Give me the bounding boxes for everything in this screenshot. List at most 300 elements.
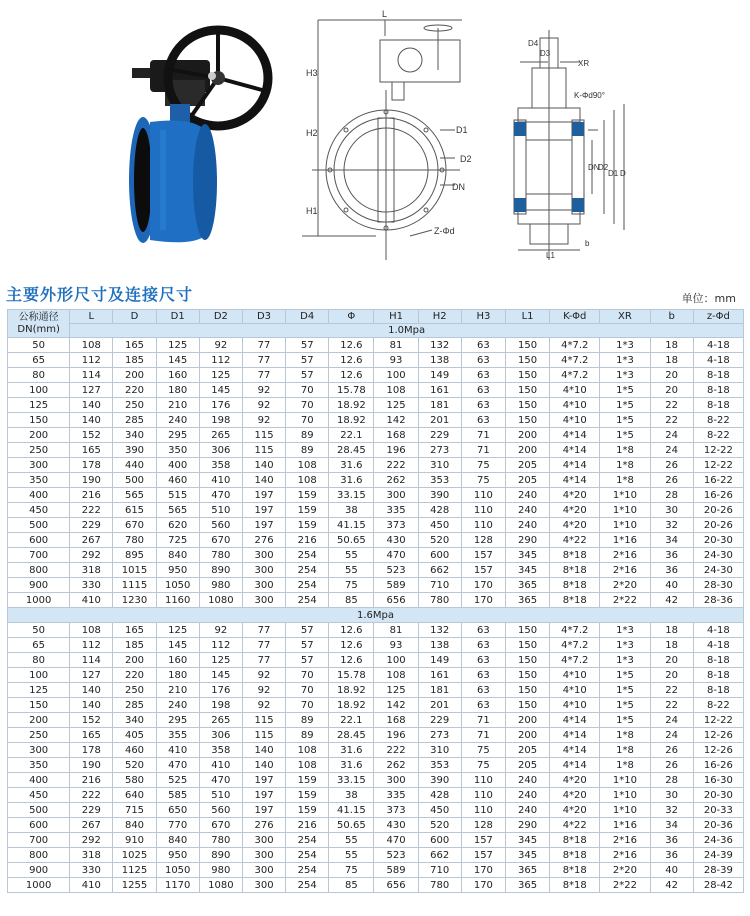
table-row <box>8 563 744 578</box>
dim-D4: D4 <box>528 39 539 48</box>
table-cell: 200 <box>8 428 70 443</box>
dim-DN-front: DN <box>452 182 465 192</box>
dim-XR: XR <box>578 59 590 68</box>
table-cell: 159 <box>286 503 329 518</box>
table-cell: 176 <box>199 683 242 698</box>
table-cell: 41.15 <box>329 803 374 818</box>
table-cell: 115 <box>242 428 285 443</box>
table-cell: 428 <box>418 503 461 518</box>
table-cell: 197 <box>242 518 285 533</box>
table-cell: 254 <box>286 578 329 593</box>
table-cell: 670 <box>199 533 242 548</box>
table-cell: 254 <box>286 563 329 578</box>
table-cell: 140 <box>70 413 113 428</box>
table-cell: 300 <box>374 773 418 788</box>
table-cell: 373 <box>374 803 418 818</box>
table-cell: 125 <box>8 398 70 413</box>
table-cell: 345 <box>505 548 549 563</box>
table-cell: 523 <box>374 848 418 863</box>
table-cell: 306 <box>199 728 242 743</box>
table-cell: 4*7.2 <box>550 638 600 653</box>
table-cell: 92 <box>199 623 242 638</box>
table-cell: 20-26 <box>693 503 743 518</box>
side-view-drawing <box>514 30 624 260</box>
table-cell: 216 <box>70 773 113 788</box>
table-cell: 197 <box>242 503 285 518</box>
table-cell: 890 <box>199 848 242 863</box>
table-cell: 400 <box>8 773 70 788</box>
table-cell: 12-26 <box>693 728 743 743</box>
table-cell: 125 <box>374 683 418 698</box>
table-cell: 523 <box>374 563 418 578</box>
table-cell: 160 <box>156 653 199 668</box>
table-cell: 75 <box>329 863 374 878</box>
table-cell: 92 <box>242 398 285 413</box>
table-cell: 157 <box>461 563 505 578</box>
table-cell: 980 <box>199 578 242 593</box>
table-cell: 30 <box>650 503 693 518</box>
table-cell: 1080 <box>199 593 242 608</box>
table-cell: 70 <box>286 383 329 398</box>
section-title: 主要外形尺寸及连接尺寸 <box>6 285 194 304</box>
table-cell: 780 <box>113 533 156 548</box>
table-cell: 4*20 <box>550 518 600 533</box>
column-header: D <box>113 310 156 324</box>
table-cell: 22.1 <box>329 428 374 443</box>
table-cell: 295 <box>156 713 199 728</box>
table-cell: 1*5 <box>600 413 650 428</box>
dim-D3: D3 <box>540 49 551 58</box>
table-cell: 229 <box>70 518 113 533</box>
table-cell: 140 <box>242 758 285 773</box>
table-cell: 1*10 <box>600 773 650 788</box>
table-cell: 2*20 <box>600 578 650 593</box>
table-cell: 1050 <box>156 863 199 878</box>
table-cell: 1*5 <box>600 698 650 713</box>
table-cell: 450 <box>8 503 70 518</box>
table-cell: 85 <box>329 593 374 608</box>
table-cell: 4*10 <box>550 683 600 698</box>
table-cell: 470 <box>374 833 418 848</box>
table-cell: 31.6 <box>329 758 374 773</box>
table-cell: 138 <box>418 353 461 368</box>
table-cell: 32 <box>650 803 693 818</box>
table-cell: 500 <box>113 473 156 488</box>
table-cell: 229 <box>70 803 113 818</box>
table-cell: 900 <box>8 578 70 593</box>
table-cell: 20 <box>650 383 693 398</box>
table-cell: 4*7.2 <box>550 653 600 668</box>
table-cell: 89 <box>286 428 329 443</box>
table-cell: 125 <box>156 338 199 353</box>
table-cell: 150 <box>505 653 549 668</box>
table-cell: 20-30 <box>693 788 743 803</box>
table-cell: 335 <box>374 503 418 518</box>
table-cell: 300 <box>8 743 70 758</box>
table-cell: 1*8 <box>600 443 650 458</box>
table-cell: 662 <box>418 563 461 578</box>
table-row <box>8 533 744 548</box>
table-cell: 1*8 <box>600 758 650 773</box>
table-cell: 36 <box>650 833 693 848</box>
table-cell: 75 <box>461 743 505 758</box>
table-cell: 4*22 <box>550 533 600 548</box>
table-cell: 240 <box>505 488 549 503</box>
table-cell: 345 <box>505 848 549 863</box>
table-cell: 31.6 <box>329 473 374 488</box>
table-cell: 700 <box>8 548 70 563</box>
table-cell: 335 <box>374 788 418 803</box>
table-cell: 205 <box>505 743 549 758</box>
table-cell: 840 <box>113 818 156 833</box>
table-cell: 895 <box>113 548 156 563</box>
table-row <box>8 338 744 353</box>
table-cell: 1*3 <box>600 338 650 353</box>
table-cell: 24 <box>650 728 693 743</box>
table-cell: 262 <box>374 758 418 773</box>
table-cell: 950 <box>156 563 199 578</box>
table-cell: 75 <box>461 758 505 773</box>
dim-D2-side: D2 <box>598 163 609 172</box>
table-cell: 63 <box>461 353 505 368</box>
table-cell: 600 <box>8 818 70 833</box>
table-cell: 127 <box>70 668 113 683</box>
table-cell: 4*7.2 <box>550 338 600 353</box>
table-cell: 8*18 <box>550 593 600 608</box>
table-cell: 1*3 <box>600 368 650 383</box>
table-row <box>8 743 744 758</box>
table-cell: 81 <box>374 623 418 638</box>
table-cell: 1000 <box>8 878 70 893</box>
table-cell: 306 <box>199 443 242 458</box>
pressure-section-row <box>8 608 744 623</box>
table-cell: 515 <box>156 488 199 503</box>
table-cell: 196 <box>374 728 418 743</box>
table-cell: 152 <box>70 428 113 443</box>
table-cell: 1*5 <box>600 428 650 443</box>
table-cell: 26 <box>650 758 693 773</box>
table-cell: 128 <box>461 818 505 833</box>
table-cell: 273 <box>418 728 461 743</box>
table-cell: 55 <box>329 563 374 578</box>
table-cell: 390 <box>418 773 461 788</box>
table-cell: 63 <box>461 368 505 383</box>
table-row <box>8 863 744 878</box>
table-cell: 4-18 <box>693 638 743 653</box>
table-cell: 670 <box>199 818 242 833</box>
table-cell: 373 <box>374 518 418 533</box>
table-cell: 159 <box>286 488 329 503</box>
table-cell: 70 <box>286 668 329 683</box>
table-cell: 150 <box>505 683 549 698</box>
column-header: K-Φd <box>550 310 600 324</box>
table-cell: 725 <box>156 533 199 548</box>
table-cell: 1*16 <box>600 533 650 548</box>
table-cell: 22 <box>650 398 693 413</box>
table-cell: 2*16 <box>600 848 650 863</box>
table-cell: 15.78 <box>329 383 374 398</box>
table-cell: 262 <box>374 473 418 488</box>
table-cell: 16-30 <box>693 773 743 788</box>
table-cell: 1*3 <box>600 353 650 368</box>
table-cell: 28 <box>650 488 693 503</box>
table-cell: 8*18 <box>550 548 600 563</box>
table-cell: 20-33 <box>693 803 743 818</box>
table-cell: 15.78 <box>329 668 374 683</box>
table-cell: 910 <box>113 833 156 848</box>
table-cell: 4*20 <box>550 503 600 518</box>
table-cell: 4-18 <box>693 623 743 638</box>
table-cell: 300 <box>374 488 418 503</box>
table-cell: 950 <box>156 848 199 863</box>
table-cell: 110 <box>461 788 505 803</box>
table-cell: 75 <box>461 473 505 488</box>
table-cell: 145 <box>156 353 199 368</box>
table-cell: 428 <box>418 788 461 803</box>
table-row <box>8 713 744 728</box>
table-cell: 1*10 <box>600 788 650 803</box>
table-cell: 470 <box>374 548 418 563</box>
table-cell: 28-39 <box>693 863 743 878</box>
table-cell: 410 <box>70 593 113 608</box>
table-cell: 57 <box>286 353 329 368</box>
table-cell: 26 <box>650 473 693 488</box>
table-cell: 20-26 <box>693 518 743 533</box>
table-cell: 77 <box>242 368 285 383</box>
table-cell: 770 <box>156 818 199 833</box>
table-cell: 197 <box>242 773 285 788</box>
table-cell: 201 <box>418 413 461 428</box>
table-cell: 127 <box>70 383 113 398</box>
table-cell: 1*10 <box>600 503 650 518</box>
table-cell: 1*5 <box>600 398 650 413</box>
table-cell: 276 <box>242 818 285 833</box>
table-cell: 12.6 <box>329 653 374 668</box>
column-header: L <box>70 310 113 324</box>
table-row <box>8 413 744 428</box>
table-cell: 510 <box>199 788 242 803</box>
table-cell: 50 <box>8 623 70 638</box>
table-cell: 350 <box>8 758 70 773</box>
dim-b: b <box>585 239 590 248</box>
table-cell: 2*16 <box>600 833 650 848</box>
table-cell: 22.1 <box>329 713 374 728</box>
table-cell: 125 <box>156 623 199 638</box>
table-cell: 220 <box>113 383 156 398</box>
table-cell: 16-26 <box>693 488 743 503</box>
table-cell: 159 <box>286 803 329 818</box>
table-cell: 65 <box>8 353 70 368</box>
table-cell: 4*7.2 <box>550 353 600 368</box>
table-cell: 31.6 <box>329 458 374 473</box>
table-cell: 77 <box>242 638 285 653</box>
table-cell: 18 <box>650 638 693 653</box>
table-row <box>8 653 744 668</box>
table-cell: 145 <box>156 638 199 653</box>
table-cell: 267 <box>70 533 113 548</box>
table-cell: 390 <box>418 488 461 503</box>
table-cell: 24 <box>650 713 693 728</box>
table-cell: 165 <box>70 728 113 743</box>
table-cell: 42 <box>650 593 693 608</box>
table-row <box>8 878 744 893</box>
table-row <box>8 443 744 458</box>
table-cell: 600 <box>8 533 70 548</box>
table-cell: 18 <box>650 353 693 368</box>
table-cell: 300 <box>8 458 70 473</box>
table-cell: 4*20 <box>550 788 600 803</box>
table-cell: 115 <box>242 443 285 458</box>
table-cell: 93 <box>374 353 418 368</box>
table-cell: 108 <box>374 668 418 683</box>
column-header: D1 <box>156 310 199 324</box>
table-cell: 63 <box>461 338 505 353</box>
table-cell: 85 <box>329 878 374 893</box>
dim-H3: H3 <box>306 68 318 78</box>
table-cell: 42 <box>650 878 693 893</box>
table-cell: 200 <box>505 428 549 443</box>
table-cell: 100 <box>374 368 418 383</box>
table-cell: 24 <box>650 428 693 443</box>
table-cell: 149 <box>418 653 461 668</box>
table-cell: 1*3 <box>600 638 650 653</box>
front-view-drawing <box>302 20 462 260</box>
table-cell: 250 <box>113 683 156 698</box>
table-cell: 560 <box>199 518 242 533</box>
table-cell: 520 <box>113 758 156 773</box>
table-cell: 470 <box>199 773 242 788</box>
table-cell: 500 <box>8 518 70 533</box>
table-cell: 92 <box>242 668 285 683</box>
dim-bolt-holes: Z-Φd <box>434 226 455 236</box>
table-cell: 8-22 <box>693 698 743 713</box>
table-cell: 22 <box>650 698 693 713</box>
table-cell: 1050 <box>156 578 199 593</box>
table-cell: 216 <box>70 488 113 503</box>
table-cell: 520 <box>418 818 461 833</box>
table-cell: 55 <box>329 548 374 563</box>
table-cell: 205 <box>505 473 549 488</box>
table-row <box>8 818 744 833</box>
table-cell: 254 <box>286 548 329 563</box>
table-cell: 77 <box>242 623 285 638</box>
table-cell: 159 <box>286 788 329 803</box>
table-cell: 585 <box>156 788 199 803</box>
table-cell: 220 <box>113 668 156 683</box>
table-cell: 16-26 <box>693 758 743 773</box>
table-cell: 292 <box>70 548 113 563</box>
table-cell: 150 <box>505 353 549 368</box>
column-header: H1 <box>374 310 418 324</box>
table-cell: 170 <box>461 593 505 608</box>
table-cell: 145 <box>199 383 242 398</box>
dim-D1-side: D1 <box>608 169 619 178</box>
table-cell: 142 <box>374 698 418 713</box>
table-cell: 181 <box>418 398 461 413</box>
table-cell: 216 <box>286 533 329 548</box>
table-cell: 110 <box>461 488 505 503</box>
table-cell: 470 <box>156 758 199 773</box>
table-cell: 114 <box>70 368 113 383</box>
table-cell: 8*18 <box>550 848 600 863</box>
dim-L: L <box>382 9 388 19</box>
table-cell: 4*20 <box>550 803 600 818</box>
table-cell: 89 <box>286 728 329 743</box>
table-cell: 4*10 <box>550 413 600 428</box>
table-cell: 65 <box>8 638 70 653</box>
column-header: D4 <box>286 310 329 324</box>
table-cell: 50 <box>8 338 70 353</box>
table-cell: 800 <box>8 848 70 863</box>
table-cell: 24 <box>650 443 693 458</box>
table-cell: 4*7.2 <box>550 623 600 638</box>
table-cell: 12-22 <box>693 458 743 473</box>
table-cell: 365 <box>505 863 549 878</box>
table-cell: 142 <box>374 413 418 428</box>
table-cell: 200 <box>505 713 549 728</box>
table-cell: 290 <box>505 818 549 833</box>
table-cell: 63 <box>461 413 505 428</box>
table-cell: 400 <box>8 488 70 503</box>
table-cell: 300 <box>242 848 285 863</box>
table-cell: 150 <box>505 413 549 428</box>
table-cell: 197 <box>242 788 285 803</box>
table-cell: 250 <box>8 728 70 743</box>
table-cell: 110 <box>461 503 505 518</box>
table-cell: 178 <box>70 458 113 473</box>
table-cell: 18 <box>650 338 693 353</box>
table-cell: 285 <box>113 413 156 428</box>
table-cell: 8-18 <box>693 653 743 668</box>
table-cell: 500 <box>8 803 70 818</box>
table-cell: 165 <box>113 623 156 638</box>
table-cell: 240 <box>505 518 549 533</box>
table-cell: 1*5 <box>600 683 650 698</box>
table-cell: 63 <box>461 623 505 638</box>
table-cell: 254 <box>286 878 329 893</box>
table-cell: 276 <box>242 533 285 548</box>
table-cell: 525 <box>156 773 199 788</box>
table-cell: 150 <box>505 698 549 713</box>
table-cell: 200 <box>505 728 549 743</box>
table-cell: 180 <box>156 668 199 683</box>
table-cell: 780 <box>199 833 242 848</box>
table-cell: 160 <box>156 368 199 383</box>
table-cell: 170 <box>461 863 505 878</box>
table-cell: 196 <box>374 443 418 458</box>
table-row <box>8 638 744 653</box>
table-cell: 8*18 <box>550 878 600 893</box>
table-cell: 615 <box>113 503 156 518</box>
table-cell: 358 <box>199 458 242 473</box>
table-cell: 57 <box>286 638 329 653</box>
table-cell: 41.15 <box>329 518 374 533</box>
table-cell: 12-22 <box>693 443 743 458</box>
table-cell: 358 <box>199 743 242 758</box>
table-cell: 200 <box>8 713 70 728</box>
table-cell: 36 <box>650 848 693 863</box>
table-cell: 50.65 <box>329 533 374 548</box>
dimension-table <box>7 309 744 893</box>
table-cell: 20-36 <box>693 818 743 833</box>
table-cell: 4*14 <box>550 473 600 488</box>
table-cell: 345 <box>505 833 549 848</box>
dim-H1: H1 <box>306 206 318 216</box>
table-cell: 254 <box>286 593 329 608</box>
table-cell: 1*5 <box>600 383 650 398</box>
table-cell: 8*18 <box>550 563 600 578</box>
table-cell: 715 <box>113 803 156 818</box>
